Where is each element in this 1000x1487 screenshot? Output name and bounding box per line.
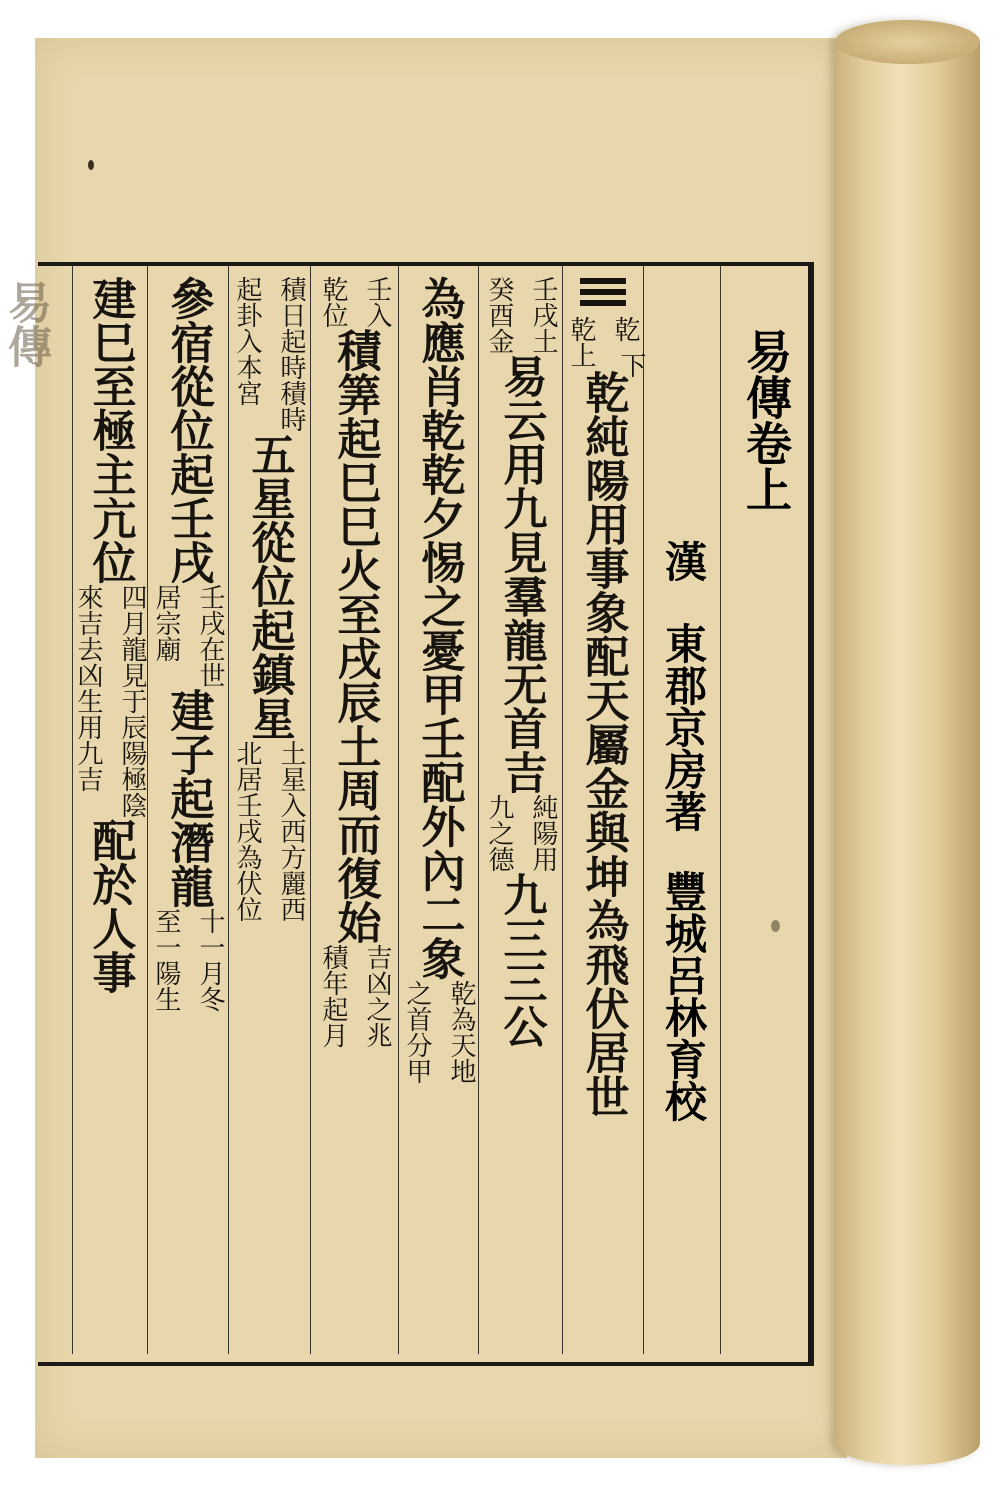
main-text: 建巳至極主亢位 — [84, 276, 136, 584]
annotation-left: 乾上 — [566, 316, 596, 368]
annotation-left: 乾位 — [318, 276, 348, 328]
annotation — [147, 908, 229, 1012]
annotation — [314, 276, 396, 328]
column-rule — [398, 266, 399, 1354]
annotation-right: 下 — [616, 352, 646, 378]
main-text: 建子起潛龍 — [162, 688, 214, 908]
annotation — [480, 794, 562, 872]
scroll-roller — [835, 20, 980, 1465]
annotation — [69, 584, 151, 818]
annotation — [314, 944, 396, 1048]
text-column-6 — [152, 276, 224, 1372]
annotation — [228, 276, 310, 432]
author: 東郡京房著 — [659, 622, 708, 832]
annotation-left: 積年起月 — [318, 944, 348, 1048]
annotation-left: 至一陽生 — [151, 908, 181, 1012]
annotation — [147, 584, 229, 688]
text-column-3 — [404, 276, 474, 1372]
annotation — [480, 276, 562, 354]
annotation-right: 積日起時積時 — [276, 276, 306, 432]
author-column — [652, 540, 714, 1340]
annotation-left: 來吉去凶生用九吉 — [73, 584, 103, 792]
column-rule — [562, 266, 563, 1354]
book-title: 易傳卷上 — [739, 328, 793, 512]
column-rule — [310, 266, 311, 1354]
main-text: 九三三公 — [495, 872, 547, 1048]
column-rule — [643, 266, 644, 1354]
annotation-right: 壬戌土 — [528, 276, 558, 354]
text-column-1 — [566, 272, 646, 1368]
ink-speck — [88, 160, 94, 170]
main-text: 配於人事 — [84, 818, 136, 994]
ghost-leaf-text: 易傳 — [0, 280, 51, 368]
main-text: 參宿從位起壬戌 — [162, 276, 214, 584]
text-column-5 — [232, 276, 306, 1372]
annotation-right: 四月龍見于辰陽極陰 — [117, 584, 147, 818]
editor: 豐城呂林育校 — [659, 870, 708, 1122]
annotation-right: 乾 — [610, 316, 640, 342]
main-text: 易云用九見羣龍无首吉 — [495, 354, 547, 794]
annotation-right: 壬戌在世 — [195, 584, 225, 688]
annotation-right: 乾為天地 — [446, 980, 476, 1084]
text-column-7 — [73, 276, 147, 1372]
main-text: 積筭起巳巳火至戌辰土周而復始 — [329, 328, 381, 944]
annotation-right: 純陽用 — [528, 794, 558, 872]
annotation-left: 之首分甲 — [402, 980, 432, 1084]
annotation-left: 起卦入本宮 — [232, 276, 262, 406]
annotation — [228, 740, 310, 922]
annotation-right: 土星入西方麗西 — [276, 740, 306, 922]
main-text: 乾純陽用事象配天屬金與坤為飛伏居世 — [577, 370, 629, 1118]
text-column-2 — [484, 276, 558, 1372]
annotation-right: 壬入 — [362, 276, 392, 328]
dynasty: 漢 — [659, 540, 708, 582]
annotation-left: 北居壬戌為伏位 — [232, 740, 262, 922]
text-column-4 — [316, 276, 394, 1372]
annotation-right: 吉凶之兆 — [362, 944, 392, 1048]
title-column — [736, 270, 796, 570]
annotation-right: 十一月冬 — [195, 908, 225, 1012]
annotation-left: 九之德 — [484, 794, 514, 872]
annotation-left: 居宗廟 — [151, 584, 181, 662]
annotation — [398, 980, 480, 1084]
qian-trigram-icon — [580, 278, 626, 306]
annotation-left: 癸酉金 — [484, 276, 514, 354]
main-text: 為應肖乾乾夕惕之憂甲壬配外內二象 — [413, 276, 465, 980]
column-rule — [720, 266, 721, 1354]
main-text: 五星從位起鎮星 — [243, 432, 295, 740]
column-rule — [478, 266, 479, 1354]
